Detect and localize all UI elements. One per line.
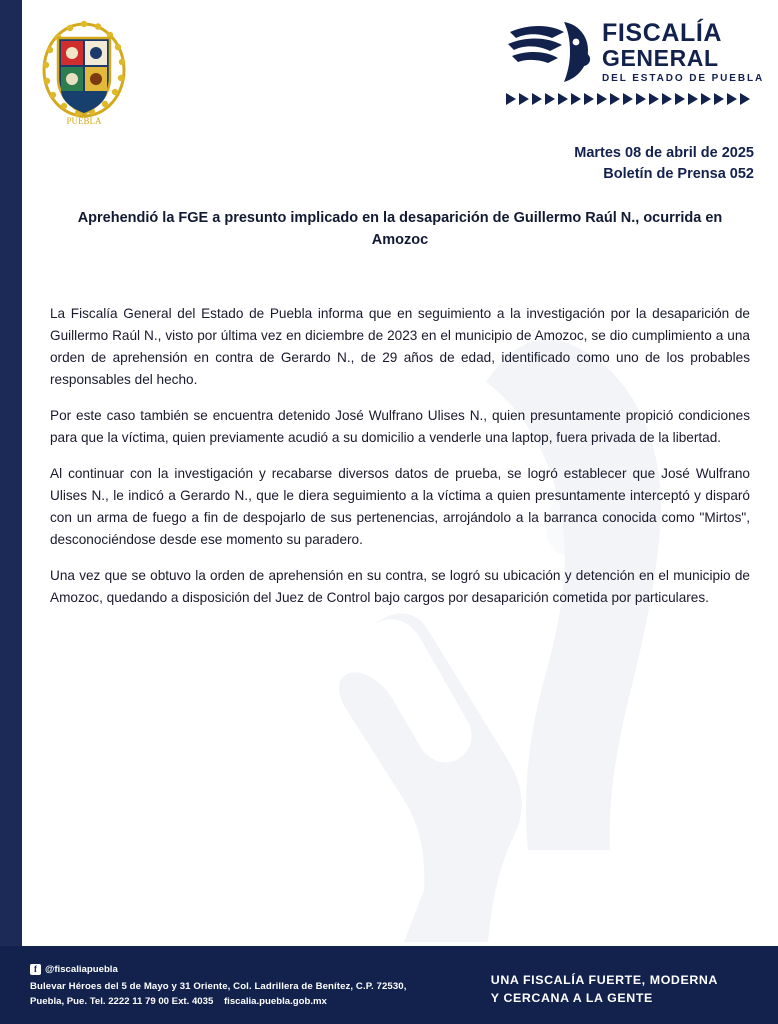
- social-handle[interactable]: [30, 962, 406, 978]
- footer-website-link[interactable]: fiscalia.puebla.gob.mx: [223, 996, 327, 1008]
- logo-subtitle: GENERAL: [602, 44, 719, 71]
- paragraph: La Fiscalía General del Estado de Puebla informa que en seguimiento a la investigación por la desaparición de Guillermo Raúl N., visto por última vez en diciembre de 2023 en el municipio de Amozoc, se dio cumplimiento a una orden de aprehensión en contra de Gerardo N., de 29 años de edad, identificado como uno de los probables responsables del hecho.: [50, 306, 750, 388]
- publication-date: Martes 08 de abril de 2025: [574, 145, 754, 161]
- footer-address-line1: Bulevar Héroes del 5 de Mayo y 31 Oriente, Col. Ladrillera de Benítez, C.P. 72530,: [30, 980, 407, 992]
- paragraph: Una vez que se obtuvo la orden de aprehensión en su contra, se logró su ubicación y detención en el municipio de Amozoc, quedando a disposición del Juez de Control bajo cargos por desaparición cometida por particulares.: [50, 568, 750, 606]
- footer-address-line2: Puebla, Pue. Tel. 2222 11 79 00 Ext. 4035: [30, 996, 214, 1008]
- logo-small-text: DEL ESTADO DE PUEBLA: [602, 72, 765, 84]
- page-title: Aprehendió la FGE a presunto implicado en la desaparición de Guillermo Raúl N., ocurrida en Amozoc: [77, 210, 723, 248]
- article-body: [50, 303, 750, 609]
- fge-logo: [506, 18, 766, 128]
- document-meta: [574, 143, 754, 185]
- eagle-icon: [506, 18, 592, 84]
- footer-contact-block: [30, 962, 406, 1010]
- paragraph: Por este caso también se encuentra detenido José Wulfrano Ulises N., quien presuntamente propició condiciones para que la víctima, quien previamente acudió a su domicilio a venderle una laptop, fuera privada de la libertad.: [50, 408, 750, 446]
- facebook-icon: f: [30, 964, 41, 975]
- puebla-coat-of-arms-icon: [40, 16, 128, 128]
- logo-title: FISCALÍA: [602, 18, 723, 47]
- bulletin-number: Boletín de Prensa 052: [603, 166, 754, 183]
- slogan-line-2: Y CERCANA A LA GENTE: [490, 990, 653, 1005]
- svg-text:PUEBLA: PUEBLA: [66, 116, 102, 126]
- social-handle-label: @fiscaliapuebla: [45, 964, 118, 975]
- document-header: [22, 0, 778, 150]
- footer-slogan: [491, 972, 718, 1008]
- document-page: [22, 0, 778, 1024]
- left-navy-spine: [0, 0, 22, 1024]
- chevron-ornament-icon: [506, 91, 760, 107]
- document-footer: [0, 946, 778, 1024]
- paragraph: Al continuar con la investigación y recabarse diversos datos de prueba, se logró establecer que José Wulfrano Ulises N., le indicó a Gerardo N., que le diera seguimiento a la víctima a quien presuntamente interceptó y disparó con un arma de fuego a fin de despojarlo de sus pertenencias, arrojándolo a la barranca conocida como "Mirtos", desconociéndose desde ese momento su paradero.: [50, 466, 750, 548]
- slogan-line-1: UNA FISCALÍA FUERTE, MODERNA: [490, 973, 718, 987]
